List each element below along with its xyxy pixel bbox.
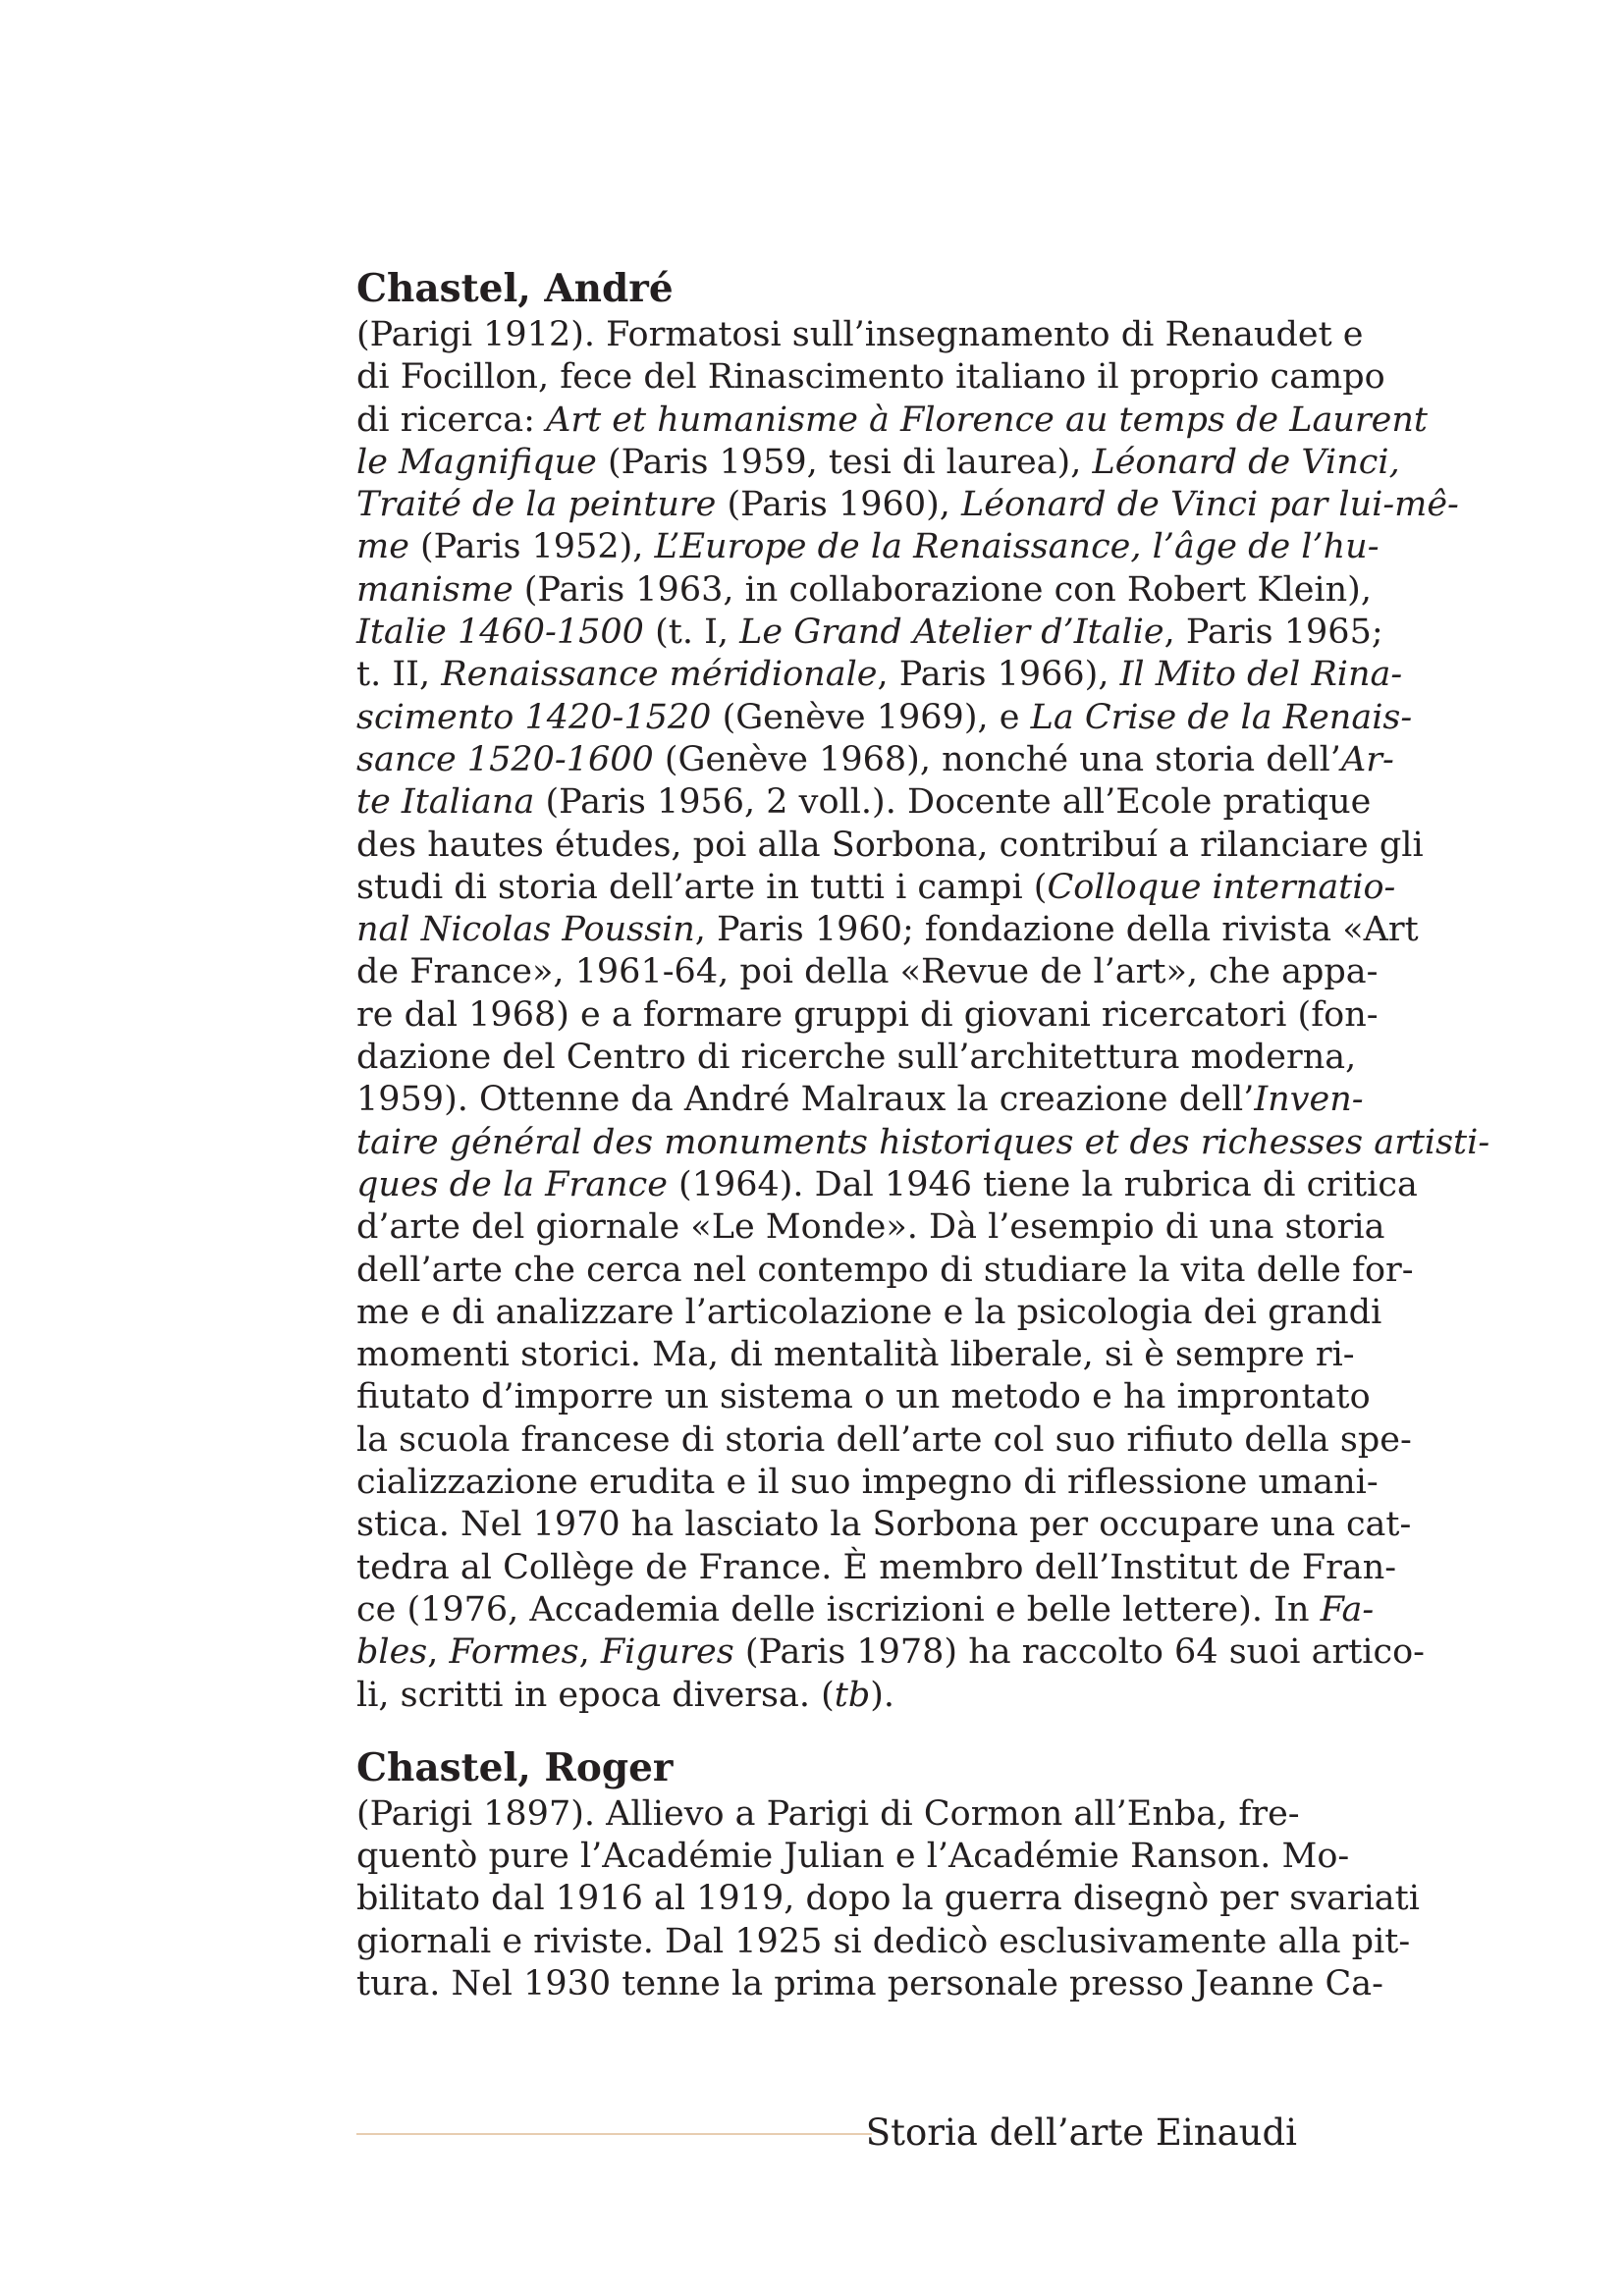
italic-run: Traité de la peinture (356, 485, 717, 525)
text-line (356, 1334, 1355, 1376)
text-line (356, 994, 1379, 1037)
text-line (356, 825, 1424, 867)
text-line (356, 1206, 1385, 1249)
italic-run: te Italiana (356, 782, 535, 823)
footer-text: Storia dell’arte Einaudi (865, 2111, 1297, 2154)
text-run: (Parigi 1897). Allievo a Parigi di Cormon all’Enba, fre- (356, 1793, 1300, 1834)
page-content (356, 265, 1490, 2005)
italic-run: Léonard de Vinci par lui-mê- (961, 485, 1459, 525)
text-line (356, 526, 1380, 568)
page-footer (356, 2109, 1297, 2158)
text-line (356, 1963, 1384, 2005)
text-run: fiutato d’imporre un sistema o un metodo e ha improntato (356, 1377, 1371, 1417)
italic-run: La Crise de la Renais- (1030, 697, 1413, 737)
text-run: di ricerca: (356, 400, 547, 440)
italic-run: Léonard de Vinci, (1092, 442, 1400, 482)
text-line (356, 1122, 1490, 1164)
text-line (356, 1037, 1357, 1079)
italic-run: Il Mito del Rina- (1119, 655, 1403, 695)
text-run: quentò pure l’Académie Julian e l’Académie Ranson. Mo- (356, 1837, 1350, 1877)
text-line (356, 314, 1364, 356)
entry-chastel-andre (356, 265, 1490, 1717)
entry-title: Chastel, Roger (356, 1744, 674, 1790)
text-run: la scuola francese di storia dell’arte col suo rifiuto della spe- (356, 1419, 1412, 1460)
text-run: (Genève 1968), nonché una storia dell’ (653, 739, 1341, 779)
italic-run: sance 1520-1600 (356, 739, 654, 779)
italic-run: Le Grand Atelier d’Italie (739, 613, 1164, 653)
text-line (356, 654, 1403, 696)
italic-run: Italie 1460-1500 (356, 613, 644, 653)
italic-run: bles (356, 1632, 428, 1673)
text-line (356, 1504, 1412, 1546)
text-run: 1959). Ottenne da André Malraux la creazione dell’ (356, 1080, 1255, 1120)
entry-title: Chastel, André (356, 266, 674, 311)
italic-run: taire général des monuments historiques et des richesses artisti- (356, 1122, 1490, 1162)
text-run: , Paris 1966), (877, 655, 1120, 695)
text-line (356, 442, 1400, 484)
text-run: , (427, 1632, 450, 1673)
italic-run: manisme (356, 569, 514, 610)
text-line (356, 569, 1372, 612)
text-line (356, 356, 1385, 399)
text-run: bilitato dal 1916 al 1919, dopo la guerra disegnò per svariati (356, 1879, 1420, 1919)
text-line (356, 909, 1419, 951)
footer-rule (356, 2133, 872, 2135)
text-line (356, 867, 1396, 909)
italic-run: Formes (449, 1632, 579, 1673)
text-run: momenti storici. Ma, di mentalità liberale, si è sempre ri- (356, 1335, 1355, 1375)
text-line (356, 1292, 1382, 1334)
text-line (356, 1164, 1418, 1206)
italic-run: Colloque internatio- (1047, 867, 1396, 907)
italic-run: Inven- (1254, 1080, 1364, 1120)
entry-body (356, 1793, 1420, 2005)
text-line (356, 1419, 1412, 1462)
text-run: , Paris 1960; fondazione della rivista «Art (694, 910, 1419, 950)
italic-run: ques de la France (356, 1164, 668, 1204)
text-run: tura. Nel 1930 tenne la prima personale presso Jeanne Ca- (356, 1963, 1384, 2003)
text-line (356, 1547, 1397, 1589)
text-run: ). (870, 1675, 895, 1715)
text-run: , Paris 1965; (1163, 613, 1383, 653)
text-line (356, 1250, 1414, 1292)
text-run: (1964). Dal 1946 tiene la rubrica di critica (667, 1164, 1418, 1204)
italic-run: Art et humanisme à Florence au temps de Laurent (546, 400, 1428, 440)
text-run: cializzazione erudita e il suo impegno di riflessione umani- (356, 1463, 1379, 1503)
text-line (356, 1921, 1411, 1963)
text-run: (Paris 1960), (716, 485, 961, 525)
text-line (356, 1376, 1371, 1418)
text-run: di Focillon, fece del Rinascimento italiano il proprio campo (356, 357, 1385, 398)
text-line (356, 1079, 1364, 1121)
text-run: stica. Nel 1970 ha lasciato la Sorbona per occupare una cat- (356, 1505, 1412, 1545)
italic-run: nal Nicolas Poussin (356, 910, 695, 950)
text-run: studi di storia dell’arte in tutti i campi ( (356, 867, 1048, 907)
entry-body (356, 314, 1490, 1717)
italic-run: Ar- (1340, 739, 1394, 779)
italic-run: Renaissance méridionale (441, 655, 878, 695)
text-line (356, 951, 1379, 993)
text-line (356, 400, 1428, 442)
text-line (356, 697, 1413, 739)
text-line (356, 612, 1383, 654)
text-line (356, 1793, 1300, 1836)
text-run: tedra al Collège de France. È membro dell’Institut de Fran- (356, 1547, 1397, 1587)
text-line (356, 1878, 1420, 1920)
italic-run: scimento 1420-1520 (356, 697, 712, 737)
italic-run: Fa- (1320, 1589, 1375, 1629)
text-run: t. II, (356, 655, 442, 695)
text-run: (Paris 1963, in collaborazione con Robert Klein), (513, 569, 1372, 610)
text-run: ce (1976, Accademia delle iscrizioni e belle lettere). In (356, 1589, 1321, 1629)
text-line (356, 739, 1394, 781)
text-run: (Paris 1956, 2 voll.). Docente all’Ecole pratique (534, 782, 1372, 823)
text-run: (Paris 1978) ha raccolto 64 suoi artico- (733, 1632, 1425, 1673)
text-line (356, 484, 1459, 526)
text-run: giornali e riviste. Dal 1925 si dedicò esclusivamente alla pit- (356, 1921, 1411, 1961)
italic-run: me (356, 527, 409, 567)
text-run: me e di analizzare l’articolazione e la psicologia dei grandi (356, 1292, 1382, 1332)
text-run: (Paris 1959, tesi di laurea), (596, 442, 1093, 482)
italic-run: tb (834, 1675, 871, 1715)
text-line (356, 1836, 1350, 1878)
text-run: (Genève 1969), e (711, 697, 1031, 737)
text-run: (Paris 1952), (408, 527, 655, 567)
text-run: (t. I, (643, 613, 740, 653)
text-run: des hautes études, poi alla Sorbona, contribuí a rilanciare gli (356, 825, 1424, 865)
text-run: (Parigi 1912). Formatosi sull’insegnamento di Renaudet e (356, 315, 1364, 354)
text-run: re dal 1968) e a formare gruppi di giovani ricercatori (fon- (356, 994, 1379, 1035)
text-line (356, 1631, 1425, 1674)
text-run: li, scritti in epoca diversa. ( (356, 1675, 835, 1715)
text-line (356, 781, 1372, 824)
italic-run: le Magnifique (356, 442, 597, 482)
text-run: dell’arte che cerca nel contempo di studiare la vita delle for- (356, 1250, 1414, 1290)
text-run: de France», 1961-64, poi della «Revue de l’art», che appa- (356, 952, 1379, 992)
text-line (356, 1675, 1297, 1717)
text-line (356, 1462, 1379, 1504)
italic-run: Figures (600, 1632, 734, 1673)
text-run: , (578, 1632, 601, 1673)
italic-run: L’Europe de la Renaissance, l’âge de l’hu- (654, 527, 1380, 567)
text-run: d’arte del giornale «Le Monde». Dà l’esempio di una storia (356, 1207, 1385, 1248)
entry-chastel-roger (356, 1744, 1420, 2005)
text-line (356, 1589, 1375, 1631)
text-run: dazione del Centro di ricerche sull’architettura moderna, (356, 1038, 1357, 1078)
